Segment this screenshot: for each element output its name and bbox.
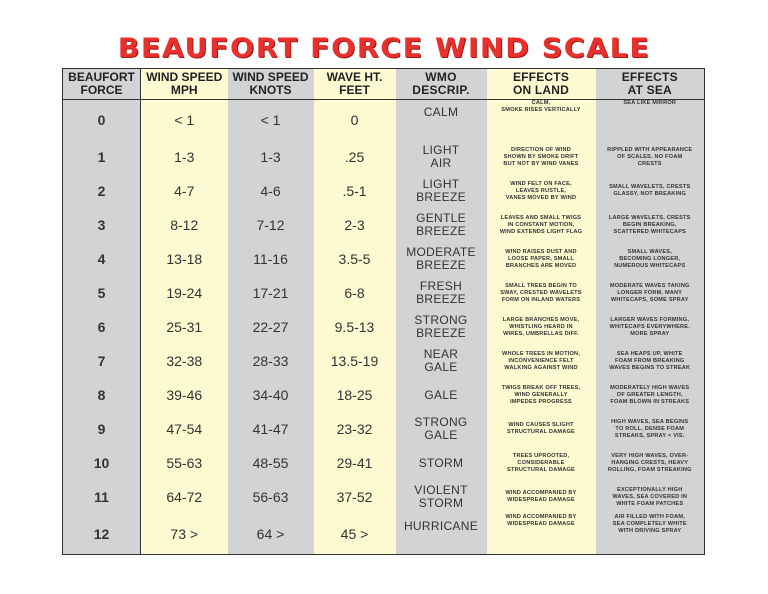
wave-cell: 45 > <box>314 514 396 555</box>
knots-cell: 28-33 <box>228 344 314 378</box>
wave-cell: 29-41 <box>314 446 396 480</box>
wave-cell: 9.5-13 <box>314 310 396 344</box>
wave-cell: 18-25 <box>314 378 396 412</box>
sea-effect-cell: MODERATE WAVES TAKING LONGER FORM, MANY WHITECAPS, SOME SPRAY <box>596 276 705 310</box>
wave-cell: 37-52 <box>314 480 396 514</box>
wmo-cell: GENTLE BREEZE <box>396 208 487 242</box>
land-effect-cell: WIND ACCOMPANIED BY WIDESPREAD DAMAGE <box>487 480 596 514</box>
wmo-cell: CALM <box>396 100 487 141</box>
wmo-cell: HURRICANE <box>396 514 487 555</box>
land-effect-cell: WIND ACCOMPANIED BY WIDESPREAD DAMAGE <box>487 514 596 555</box>
mph-cell: 1-3 <box>141 140 228 174</box>
mph-cell: < 1 <box>141 100 228 141</box>
knots-cell: 56-63 <box>228 480 314 514</box>
mph-cell: 73 > <box>141 514 228 555</box>
beaufort-table <box>62 68 705 555</box>
force-cell: 12 <box>63 514 141 555</box>
sea-effect-cell: MODERATELY HIGH WAVES OF GREATER LENGTH, FOAM BLOWN IN STREAKS <box>596 378 705 412</box>
wmo-cell: STORM <box>396 446 487 480</box>
force-cell: 1 <box>63 140 141 174</box>
force-cell: 8 <box>63 378 141 412</box>
wave-cell: 6-8 <box>314 276 396 310</box>
wmo-cell: LIGHT BREEZE <box>396 174 487 208</box>
land-effect-cell: SMALL TREES BEGIN TO SWAY, CRESTED WAVELETS FORM ON INLAND WATERS <box>487 276 596 310</box>
wave-cell: 13.5-19 <box>314 344 396 378</box>
land-effect-cell: TWIGS BREAK OFF TREES, WIND GENERALLY IMPEDES PROGRESS <box>487 378 596 412</box>
header-land: EFFECTS ON LAND <box>487 69 596 100</box>
header-knots: WIND SPEED KNOTS <box>228 69 314 100</box>
table-row <box>63 310 705 344</box>
sea-effect-cell: AIR FILLED WITH FOAM, SEA COMPLETELY WHITE WITH DRIVING SPRAY <box>596 514 705 555</box>
knots-cell: 48-55 <box>228 446 314 480</box>
wmo-cell: MODERATE BREEZE <box>396 242 487 276</box>
wave-cell: .25 <box>314 140 396 174</box>
table-row <box>63 480 705 514</box>
mph-cell: 13-18 <box>141 242 228 276</box>
mph-cell: 19-24 <box>141 276 228 310</box>
wave-cell: 23-32 <box>314 412 396 446</box>
land-effect-cell: WHOLE TREES IN MOTION, INCONVENIENCE FELT WALKING AGAINST WIND <box>487 344 596 378</box>
sea-effect-cell: SMALL WAVELETS, CRESTS GLASSY, NOT BREAKING <box>596 174 705 208</box>
land-effect-cell: WIND CAUSES SLIGHT STRUCTURAL DAMAGE <box>487 412 596 446</box>
wmo-cell: LIGHT AIR <box>396 140 487 174</box>
sea-effect-cell: SEA LIKE MIRROR <box>596 100 705 141</box>
land-effect-cell: CALM, SMOKE RISES VERTICALLY <box>487 100 596 141</box>
force-cell: 3 <box>63 208 141 242</box>
sea-effect-cell: EXCEPTIONALLY HIGH WAVES, SEA COVERED IN WHITE FOAM PATCHES <box>596 480 705 514</box>
mph-cell: 64-72 <box>141 480 228 514</box>
force-cell: 4 <box>63 242 141 276</box>
force-cell: 7 <box>63 344 141 378</box>
force-cell: 0 <box>63 100 141 141</box>
sea-effect-cell: VERY HIGH WAVES, OVER- HANGING CRESTS, HEAVY ROLLING, FOAM STREAKING <box>596 446 705 480</box>
wmo-cell: NEAR GALE <box>396 344 487 378</box>
header-mph: WIND SPEED MPH <box>141 69 228 100</box>
wmo-cell: FRESH BREEZE <box>396 276 487 310</box>
sea-effect-cell: RIPPLED WITH APPEARANCE OF SCALES. NO FOAM CRESTS <box>596 140 705 174</box>
knots-cell: 11-16 <box>228 242 314 276</box>
table-row <box>63 344 705 378</box>
force-cell: 2 <box>63 174 141 208</box>
sea-effect-cell: SMALL WAVES, BECOMING LONGER, NUMEROUS WHITECAPS <box>596 242 705 276</box>
header-wmo: WMO DESCRIP. <box>396 69 487 100</box>
sea-effect-cell: SEA HEAPS UP, WHITE FOAM FROM BREAKING WAVES BEGINS TO STREAK <box>596 344 705 378</box>
header-sea: EFFECTS AT SEA <box>596 69 705 100</box>
page-title: BEAUFORT FORCE WIND SCALE <box>117 33 651 64</box>
wmo-cell: GALE <box>396 378 487 412</box>
land-effect-cell: WIND FELT ON FACE, LEAVES RUSTLE, VANES MOVED BY WIND <box>487 174 596 208</box>
wmo-cell: VIOLENT STORM <box>396 480 487 514</box>
knots-cell: 64 > <box>228 514 314 555</box>
force-cell: 11 <box>63 480 141 514</box>
knots-cell: 7-12 <box>228 208 314 242</box>
sea-effect-cell: HIGH WAVES, SEA BEGINS TO ROLL, DENSE FOAM STREAKS, SPRAY < VIS. <box>596 412 705 446</box>
wave-cell: 2-3 <box>314 208 396 242</box>
land-effect-cell: DIRECTION OF WIND SHOWN BY SMOKE DRIFT BUT NOT BY WIND VANES <box>487 140 596 174</box>
mph-cell: 39-46 <box>141 378 228 412</box>
wave-cell: 3.5-5 <box>314 242 396 276</box>
table-row <box>63 242 705 276</box>
knots-cell: 1-3 <box>228 140 314 174</box>
wmo-cell: STRONG GALE <box>396 412 487 446</box>
table-row <box>63 140 705 174</box>
knots-cell: 4-6 <box>228 174 314 208</box>
knots-cell: < 1 <box>228 100 314 141</box>
knots-cell: 22-27 <box>228 310 314 344</box>
knots-cell: 34-40 <box>228 378 314 412</box>
wave-cell: .5-1 <box>314 174 396 208</box>
table-row <box>63 208 705 242</box>
sea-effect-cell: LARGER WAVES FORMING, WHITECAPS EVERYWHERE. MORE SPRAY <box>596 310 705 344</box>
sea-effect-cell: LARGE WAVELETS, CRESTS BEGIN BREAKING, SCATTERED WHITECAPS <box>596 208 705 242</box>
table-row <box>63 514 705 555</box>
table-row <box>63 446 705 480</box>
table-row <box>63 100 705 141</box>
land-effect-cell: TREES UPROOTED, CONSIDERABLE STRUCTURAL DAMAGE <box>487 446 596 480</box>
table-row <box>63 412 705 446</box>
force-cell: 6 <box>63 310 141 344</box>
wave-cell: 0 <box>314 100 396 141</box>
mph-cell: 25-31 <box>141 310 228 344</box>
table-row <box>63 276 705 310</box>
mph-cell: 4-7 <box>141 174 228 208</box>
table-row <box>63 378 705 412</box>
mph-cell: 8-12 <box>141 208 228 242</box>
mph-cell: 32-38 <box>141 344 228 378</box>
header-row <box>63 69 705 100</box>
table-row <box>63 174 705 208</box>
mph-cell: 55-63 <box>141 446 228 480</box>
land-effect-cell: LEAVES AND SMALL TWIGS IN CONSTANT MOTION, WIND EXTENDS LIGHT FLAG <box>487 208 596 242</box>
wmo-cell: STRONG BREEZE <box>396 310 487 344</box>
header-wave: WAVE HT. FEET <box>314 69 396 100</box>
knots-cell: 17-21 <box>228 276 314 310</box>
force-cell: 5 <box>63 276 141 310</box>
force-cell: 9 <box>63 412 141 446</box>
knots-cell: 41-47 <box>228 412 314 446</box>
land-effect-cell: LARGE BRANCHES MOVE, WHISTLING HEARD IN WIRES, UMBRELLAS DIFF. <box>487 310 596 344</box>
force-cell: 10 <box>63 446 141 480</box>
land-effect-cell: WIND RAISES DUST AND LOOSE PAPER, SMALL BRANCHES ARE MOVED <box>487 242 596 276</box>
mph-cell: 47-54 <box>141 412 228 446</box>
header-force: BEAUFORT FORCE <box>63 69 141 100</box>
